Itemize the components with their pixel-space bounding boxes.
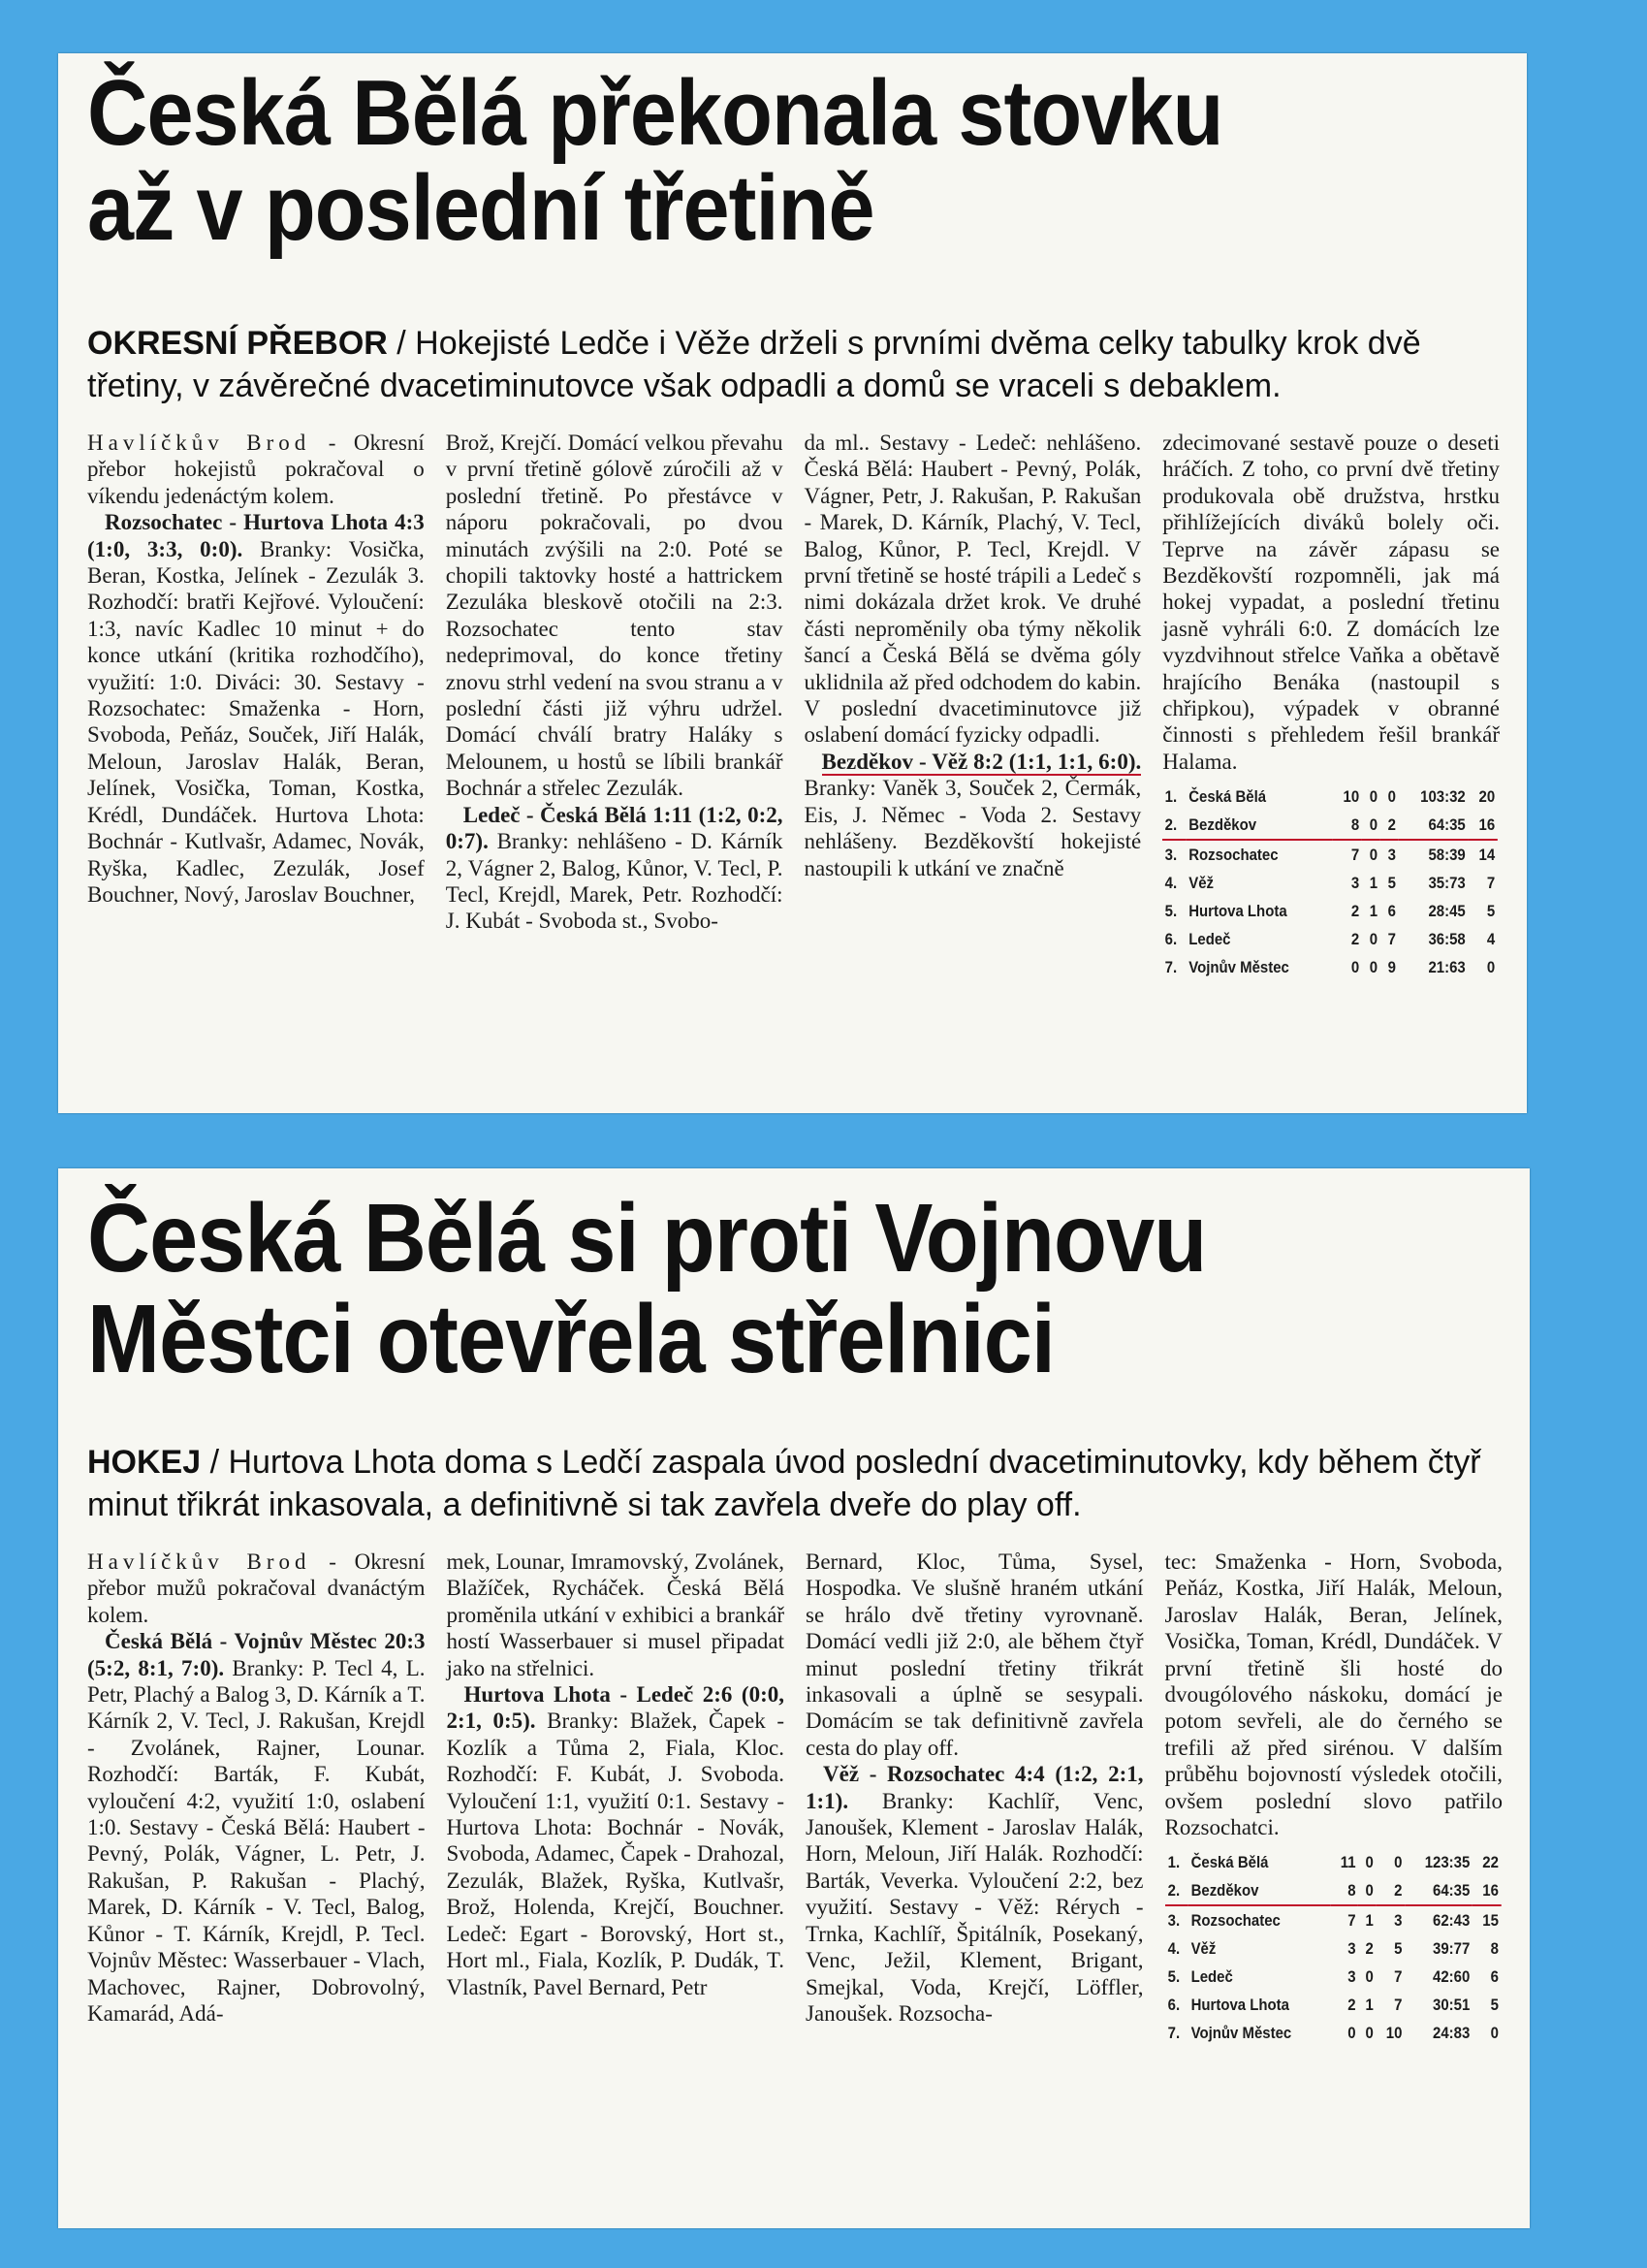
standings-team: Ledeč — [1188, 930, 1231, 949]
paragraph: Bernard, Kloc, Tůma, Sysel, Hospodka. Ve slušně hraném utkání se hrálo dvě třetiny vyrovnaně. Domácí vedli již 2:0, ale během čtyř minut poslední třetiny třikrát inkasovali a úplně se sesypali. Domácím se tak definitivně zavřela cesta do play off. — [806, 1549, 1144, 1760]
column-3 — [805, 430, 1142, 981]
standings-d: 0 — [1358, 1876, 1376, 1905]
standings-rank: 3. — [1167, 1911, 1180, 1931]
standings-w: 11 — [1340, 1853, 1356, 1872]
standings-row — [1165, 1905, 1502, 1934]
standings-score: 42:60 — [1432, 1967, 1470, 1987]
standings-d: 0 — [1369, 846, 1378, 865]
standings-l: 7 — [1387, 930, 1397, 949]
standings-d: 1 — [1365, 1911, 1374, 1931]
standings-team: Rozsochatec — [1188, 846, 1279, 865]
intro-text: - Okresní přebor mužů pokračoval dvanáctým kolem. — [87, 1549, 426, 1627]
match-report — [806, 1761, 1144, 2027]
standings-team: Hurtova Lhota — [1188, 902, 1287, 921]
match-report — [87, 1628, 426, 2027]
match-text: Branky: nehlášeno - D. Kárník 2, Vágner 2, Balog, Kůnor, V. Tecl, P. Tecl, Krejdl, Marek, Petr. Rozhodčí: J. Kubát - Svoboda st., Svobo- — [445, 829, 783, 934]
standings-team: Česká Bělá — [1190, 1853, 1268, 1872]
standings-score: 64:35 — [1405, 1876, 1473, 1905]
standings-table — [1165, 1848, 1502, 2047]
match-title: Bezděkov - Věž 8:2 (1:1, 1:1, 6:0). — [821, 749, 1142, 774]
column-3 — [806, 1549, 1144, 2047]
standings-pts: 4 — [1487, 930, 1496, 949]
standings-l: 9 — [1387, 958, 1397, 977]
standings-l: 7 — [1393, 1996, 1402, 2015]
deck-text: / Hurtova Lhota doma s Ledčí zaspala úvod poslední dvacetiminutovky, kdy během čtyř minut třikrát inkasovala, a definitivně si tak zavřela dveře do play off. — [87, 1444, 1481, 1523]
match-text: Branky: Vosička, Beran, Kostka, Jelínek - Zezulák 3. Rozhodčí: bratři Kejřové. Vyloučení: 1:3, navíc Kadlec 10 minut + do konce utkání (kritika rozhodčího), využití: 1:0. Diváci: 30. Sestavy - Rozsochatec: Smaženka - Horn, Svoboda, Peňáz, Souček, Jiří Halák, Meloun, Jaroslav Halák, Beran, Jelínek, Vosička, Toman, Kostka, Krédl, Dundáček. Hurtova Lhota: Bochnár - Kutlvašr, Adamec, Novák, Ryška, Kadlec, Zezulák, Josef Bouchner, Nový, Jaroslav Bouchner, — [87, 536, 425, 907]
standings-l: 3 — [1387, 846, 1397, 865]
standings-team: Rozsochatec — [1190, 1911, 1281, 1931]
standings-w: 3 — [1346, 1939, 1356, 1959]
dateline: Havlíčkův Brod — [87, 1549, 311, 1574]
standings-pts: 0 — [1487, 958, 1496, 977]
standings-score: 30:51 — [1432, 1996, 1470, 2015]
headline-line-1: Česká Bělá překonala stovku — [87, 61, 1223, 165]
standings-score: 62:43 — [1432, 1911, 1470, 1931]
standings-d: 0 — [1369, 958, 1378, 977]
match-title: Ledeč - Česká Bělá 1:11 (1:2, 0:2, 0:7). — [445, 802, 783, 854]
standings-pts: 0 — [1490, 2024, 1499, 2043]
standings-rank: 4. — [1167, 1939, 1180, 1959]
standings-rank: 6. — [1164, 930, 1178, 949]
standings-score: 64:35 — [1399, 811, 1469, 840]
standings-rank: 7. — [1164, 958, 1178, 977]
standings-score: 35:73 — [1428, 874, 1466, 893]
standings-l: 0 — [1393, 1853, 1402, 1872]
column-1 — [87, 1549, 426, 2047]
standings-score: 24:83 — [1432, 2024, 1470, 2043]
standings-w: 8 — [1333, 811, 1362, 840]
standings-row — [1162, 811, 1498, 840]
standings-w: 2 — [1346, 1996, 1356, 2015]
standings-score: 58:39 — [1428, 846, 1466, 865]
match-title: Česká Bělá - Vojnův Městec 20:3 (5:2, 8:1, 7:0). — [87, 1629, 426, 1680]
kicker: OKRESNÍ PŘEBOR — [87, 325, 388, 362]
match-report — [87, 509, 425, 908]
standings-score: 39:77 — [1432, 1939, 1470, 1959]
column-2 — [446, 430, 783, 981]
standings-w: 8 — [1330, 1876, 1357, 1905]
standings-w: 7 — [1346, 1911, 1356, 1931]
body-columns — [87, 430, 1500, 981]
standings-rank: 6. — [1167, 1996, 1180, 2015]
intro-paragraph — [87, 1549, 426, 1628]
standings-team: Česká Bělá — [1188, 787, 1267, 807]
standings-team: Hurtova Lhota — [1190, 1996, 1289, 2015]
standings-team: Věž — [1188, 874, 1215, 893]
standings-team: Vojnův Městec — [1190, 2024, 1291, 2043]
intro-text: - Okresní přebor hokejistů pokračoval o víkendu jedenáctým kolem. — [87, 431, 425, 508]
column-4 — [1162, 430, 1500, 981]
standings-l: 2 — [1380, 811, 1399, 840]
standings-rank: 4. — [1164, 874, 1178, 893]
standings-l: 6 — [1387, 902, 1397, 921]
kicker: HOKEJ — [87, 1444, 202, 1481]
standings-w: 3 — [1351, 874, 1360, 893]
standings-rank: 7. — [1167, 2024, 1180, 2043]
standings-score: 21:63 — [1428, 958, 1466, 977]
standings-rank: 3. — [1164, 846, 1178, 865]
standings-score: 36:58 — [1428, 930, 1466, 949]
paragraph: mek, Lounar, Imramovský, Zvolánek, Blažíček, Rycháček. Česká Bělá proměnila utkání v exhibici a brankář hostí Wasserbauer si musel připadat jako na střelnici. — [446, 1549, 784, 1680]
deck-text: / Hokejisté Ledče i Věže drželi s prvními dvěma celky tabulky krok dvě třetiny, v závěrečné dvacetiminutovce však odpadli a domů se vraceli s debaklem. — [87, 325, 1421, 404]
standings-team: Ledeč — [1190, 1967, 1233, 1987]
standings-row — [1162, 925, 1498, 953]
standings-d: 0 — [1362, 811, 1380, 840]
standings-rank: 5. — [1164, 902, 1178, 921]
match-report — [447, 1681, 785, 2000]
standings-team: Vojnův Městec — [1188, 958, 1290, 977]
match-report — [446, 802, 783, 935]
standings-table — [1162, 783, 1498, 981]
match-text: Branky: Kachlíř, Venc, Janoušek, Klement - Jaroslav Halák, Horn, Meloun, Jiří Halák. Rozhodčí: Barták, Veverka. Vyloučení 2:2, bez využití. Sestavy - Věž: Rérych - Trnka, Kachlíř, Špitálník, Posekaný, Venc, Ježil, Klement, Brigant, Smejkal, Voda, Krejčí, Löffler, Janoušek. Rozsocha- — [806, 1788, 1144, 2026]
standings-d: 2 — [1365, 1939, 1374, 1959]
standings-pts: 8 — [1490, 1939, 1499, 1959]
standings-pts: 14 — [1478, 846, 1496, 865]
match-text: Branky: P. Tecl 4, L. Petr, Plachý a Balog 3, D. Kárník a T. Kárník 2, V. Tecl, J. Rakušan, Krejdl - Zvolánek, Rajner, Lounar. Rozhodčí: Barták, F. Kubát, vyloučení 4:2, využití 1:0, oslabení 1:0. Sestavy - Česká Bělá: Haubert - Pevný, Polák, Vágner, L. Petr, J. Rakušan, P. Rakušan - Plachý, Marek, D. Kárník - V. Tecl, Balog, Kůnor - T. Kárník, Krejdl, P. Tecl. Vojnův Městec: Wasserbauer - Vlach, Machovec, Rajner, Dobrovolný, Kamarád, Adá- — [87, 1655, 426, 2026]
paragraph: tec: Smaženka - Horn, Svoboda, Peňáz, Kostka, Jiří Halák, Meloun, Jaroslav Halák, Beran, Jelínek, Vosička, Toman, Krédl, Dundáček. V první třetině šli hosté do dvougólového náskoku, domácí je potom sevřeli, ale do černého se trefili až před sirénou. V dalším průběhu bojovností výsledek otočili, ovšem poslední slovo patřilo Rozsochatci. — [1164, 1549, 1503, 1840]
standings-pts: 5 — [1490, 1996, 1499, 2015]
standings-row — [1162, 869, 1498, 897]
standings-row — [1162, 840, 1498, 869]
standings-d: 0 — [1369, 787, 1378, 807]
standings-l: 0 — [1387, 787, 1397, 807]
standings-d: 1 — [1369, 874, 1378, 893]
standings-row — [1165, 1934, 1502, 1963]
article-clipping-2 — [58, 1168, 1530, 2228]
paragraph: zdecimované sestavě pouze o deseti hráčích. Z toho, co první dvě třetiny produkovala obě družstva, hrstku přihlížejících diváků bolely oči. Teprve na závěr zápasu se Bezděkovští rozpomněli, jak má hokej vypadat, a poslední třetinu jasně vyhráli 6:0. Z domácích lze vyzdvihnout střelce Vaňka a obětavě hrajícího Benáka (nastoupil s chřipkou), výpadek v obranné činnosti s přehledem řešil brankář Halama. — [1162, 431, 1500, 774]
standings-score: 123:35 — [1424, 1853, 1470, 1872]
standings-rank: 5. — [1167, 1967, 1180, 1987]
standings-pts: 16 — [1472, 1876, 1501, 1905]
standings-l: 5 — [1387, 874, 1397, 893]
standings-team: Věž — [1190, 1939, 1216, 1959]
match-title: Hurtova Lhota - Ledeč 2:6 (0:0, 2:1, 0:5). — [446, 1682, 784, 1734]
standings-l: 10 — [1385, 2024, 1402, 2043]
body-columns — [87, 1549, 1503, 2047]
standings-d: 0 — [1369, 930, 1378, 949]
standings-w: 0 — [1346, 2024, 1356, 2043]
standings-l: 3 — [1393, 1911, 1402, 1931]
standings-row — [1162, 783, 1498, 811]
standings-pts: 16 — [1469, 811, 1498, 840]
standings-d: 1 — [1369, 902, 1378, 921]
standings-team: Bezděkov — [1188, 1876, 1330, 1905]
match-title: Rozsochatec - Hurtova Lhota 4:3 (1:0, 3:3, 0:0). — [87, 510, 425, 561]
deck — [87, 1442, 1503, 1526]
standings-rank: 1. — [1167, 1853, 1180, 1872]
match-text: Branky: Vaněk 3, Souček 2, Čermák, Eis, J. Němec - Voda 2. Sestavy nehlášeny. Bezděkovští hokejisté nastoupili k utkání ve značně — [804, 776, 1142, 880]
standings-d: 0 — [1365, 2024, 1374, 2043]
standings-score: 103:32 — [1420, 787, 1466, 807]
standings-w: 0 — [1351, 958, 1360, 977]
standings-row — [1162, 953, 1498, 981]
standings-w: 7 — [1351, 846, 1360, 865]
standings-pts: 20 — [1478, 787, 1496, 807]
match-report — [805, 749, 1142, 881]
standings-score: 28:45 — [1428, 902, 1466, 921]
headline-line-1: Česká Bělá si proti Vojnovu — [87, 1184, 1207, 1293]
standings-pts: 6 — [1490, 1967, 1499, 1987]
intro-paragraph — [87, 430, 425, 509]
column-2 — [447, 1549, 785, 2047]
standings-row — [1165, 1876, 1502, 1905]
standings-pts: 7 — [1487, 874, 1496, 893]
standings-rank: 1. — [1164, 787, 1178, 807]
standings-w: 10 — [1343, 787, 1360, 807]
standings-row — [1165, 1991, 1502, 2019]
match-text: Branky: Blažek, Čapek - Kozlík a Tůma 2, Fiala, Kloc. Rozhodčí: F. Kubát, J. Svoboda. Vyloučení 1:1, využití 0:1. Sestavy - Hurtova Lhota: Bochnár - Novák, Svoboda, Adamec, Čapek - Drahozal, Zezulák, Blažek, Ryška, Kutlvašr, Brož, Holenda, Krejčí, Bouchner. Ledeč: Egart - Borovský, Hort st., Hort ml., Fiala, Kozlík, P. Dudák, T. Vlastník, Pavel Bernard, Petr — [446, 1709, 784, 1999]
paragraph: da ml.. Sestavy - Ledeč: nehlášeno. Česká Bělá: Haubert - Pevný, Polák, Vágner, Petr, J. Rakušan, P. Rakušan - Marek, D. Kárník, Plachý, V. Tecl, Balog, Kůnor, P. Tecl, Krejdl. V první třetině se hosté trápili a Ledeč s nimi dokázala držet krok. Ve druhé části neproměnily oba týmy několik šancí a Česká Bělá se dvěma góly uklidnila až před odchodem do kabin. V poslední dvacetiminutovce již oslabení domácí fyzicky odpadli. — [804, 431, 1142, 748]
standings-row — [1165, 1963, 1502, 1991]
standings-pts: 15 — [1481, 1911, 1499, 1931]
column-4 — [1165, 1549, 1504, 2047]
standings-w: 2 — [1351, 930, 1360, 949]
column-1 — [87, 430, 425, 981]
standings-l: 5 — [1393, 1939, 1402, 1959]
standings-team: Bezděkov — [1187, 811, 1333, 840]
deck — [87, 323, 1500, 407]
standings-rank: 2. — [1162, 811, 1187, 840]
dateline: Havlíčkův Brod — [87, 431, 311, 455]
paragraph: Brož, Krejčí. Domácí velkou převahu v první třetině gólově zúročili až v poslední třetině. Po přestávce v náporu pokračovali, po dvou minutách zvýšili na 2:0. Poté se chopili taktovky hosté a hattrickem Zezuláka bleskově otočili na 2:3. Rozsochatec tento stav nedeprimoval, do konce třetiny znovu strhl vedení na svou stranu a v poslední části již výhru udržel. Domácí chválí bratry Haláky s Melounem, u hostů se líbili brankář Bochnár a střelec Zezulák. — [445, 431, 783, 801]
standings-d: 1 — [1365, 1996, 1374, 2015]
standings-d: 0 — [1365, 1853, 1374, 1872]
standings-pts: 5 — [1487, 902, 1496, 921]
match-title: Věž - Rozsochatec 4:4 (1:2, 2:1, 1:1). — [806, 1762, 1144, 1813]
standings-row — [1165, 1848, 1502, 1876]
article-clipping-1 — [58, 53, 1527, 1113]
standings-d: 0 — [1365, 1967, 1374, 1987]
standings-l: 7 — [1393, 1967, 1402, 1987]
headline-line-2: Městci otevřela střelnici — [87, 1285, 1055, 1393]
standings-w: 3 — [1346, 1967, 1356, 1987]
standings-row — [1162, 897, 1498, 925]
standings-row — [1165, 2019, 1502, 2047]
standings-pts: 22 — [1481, 1853, 1499, 1872]
standings-l: 2 — [1376, 1876, 1405, 1905]
standings-rank: 2. — [1165, 1876, 1188, 1905]
headline-line-2: až v poslední třetině — [87, 156, 874, 260]
standings-w: 2 — [1351, 902, 1360, 921]
